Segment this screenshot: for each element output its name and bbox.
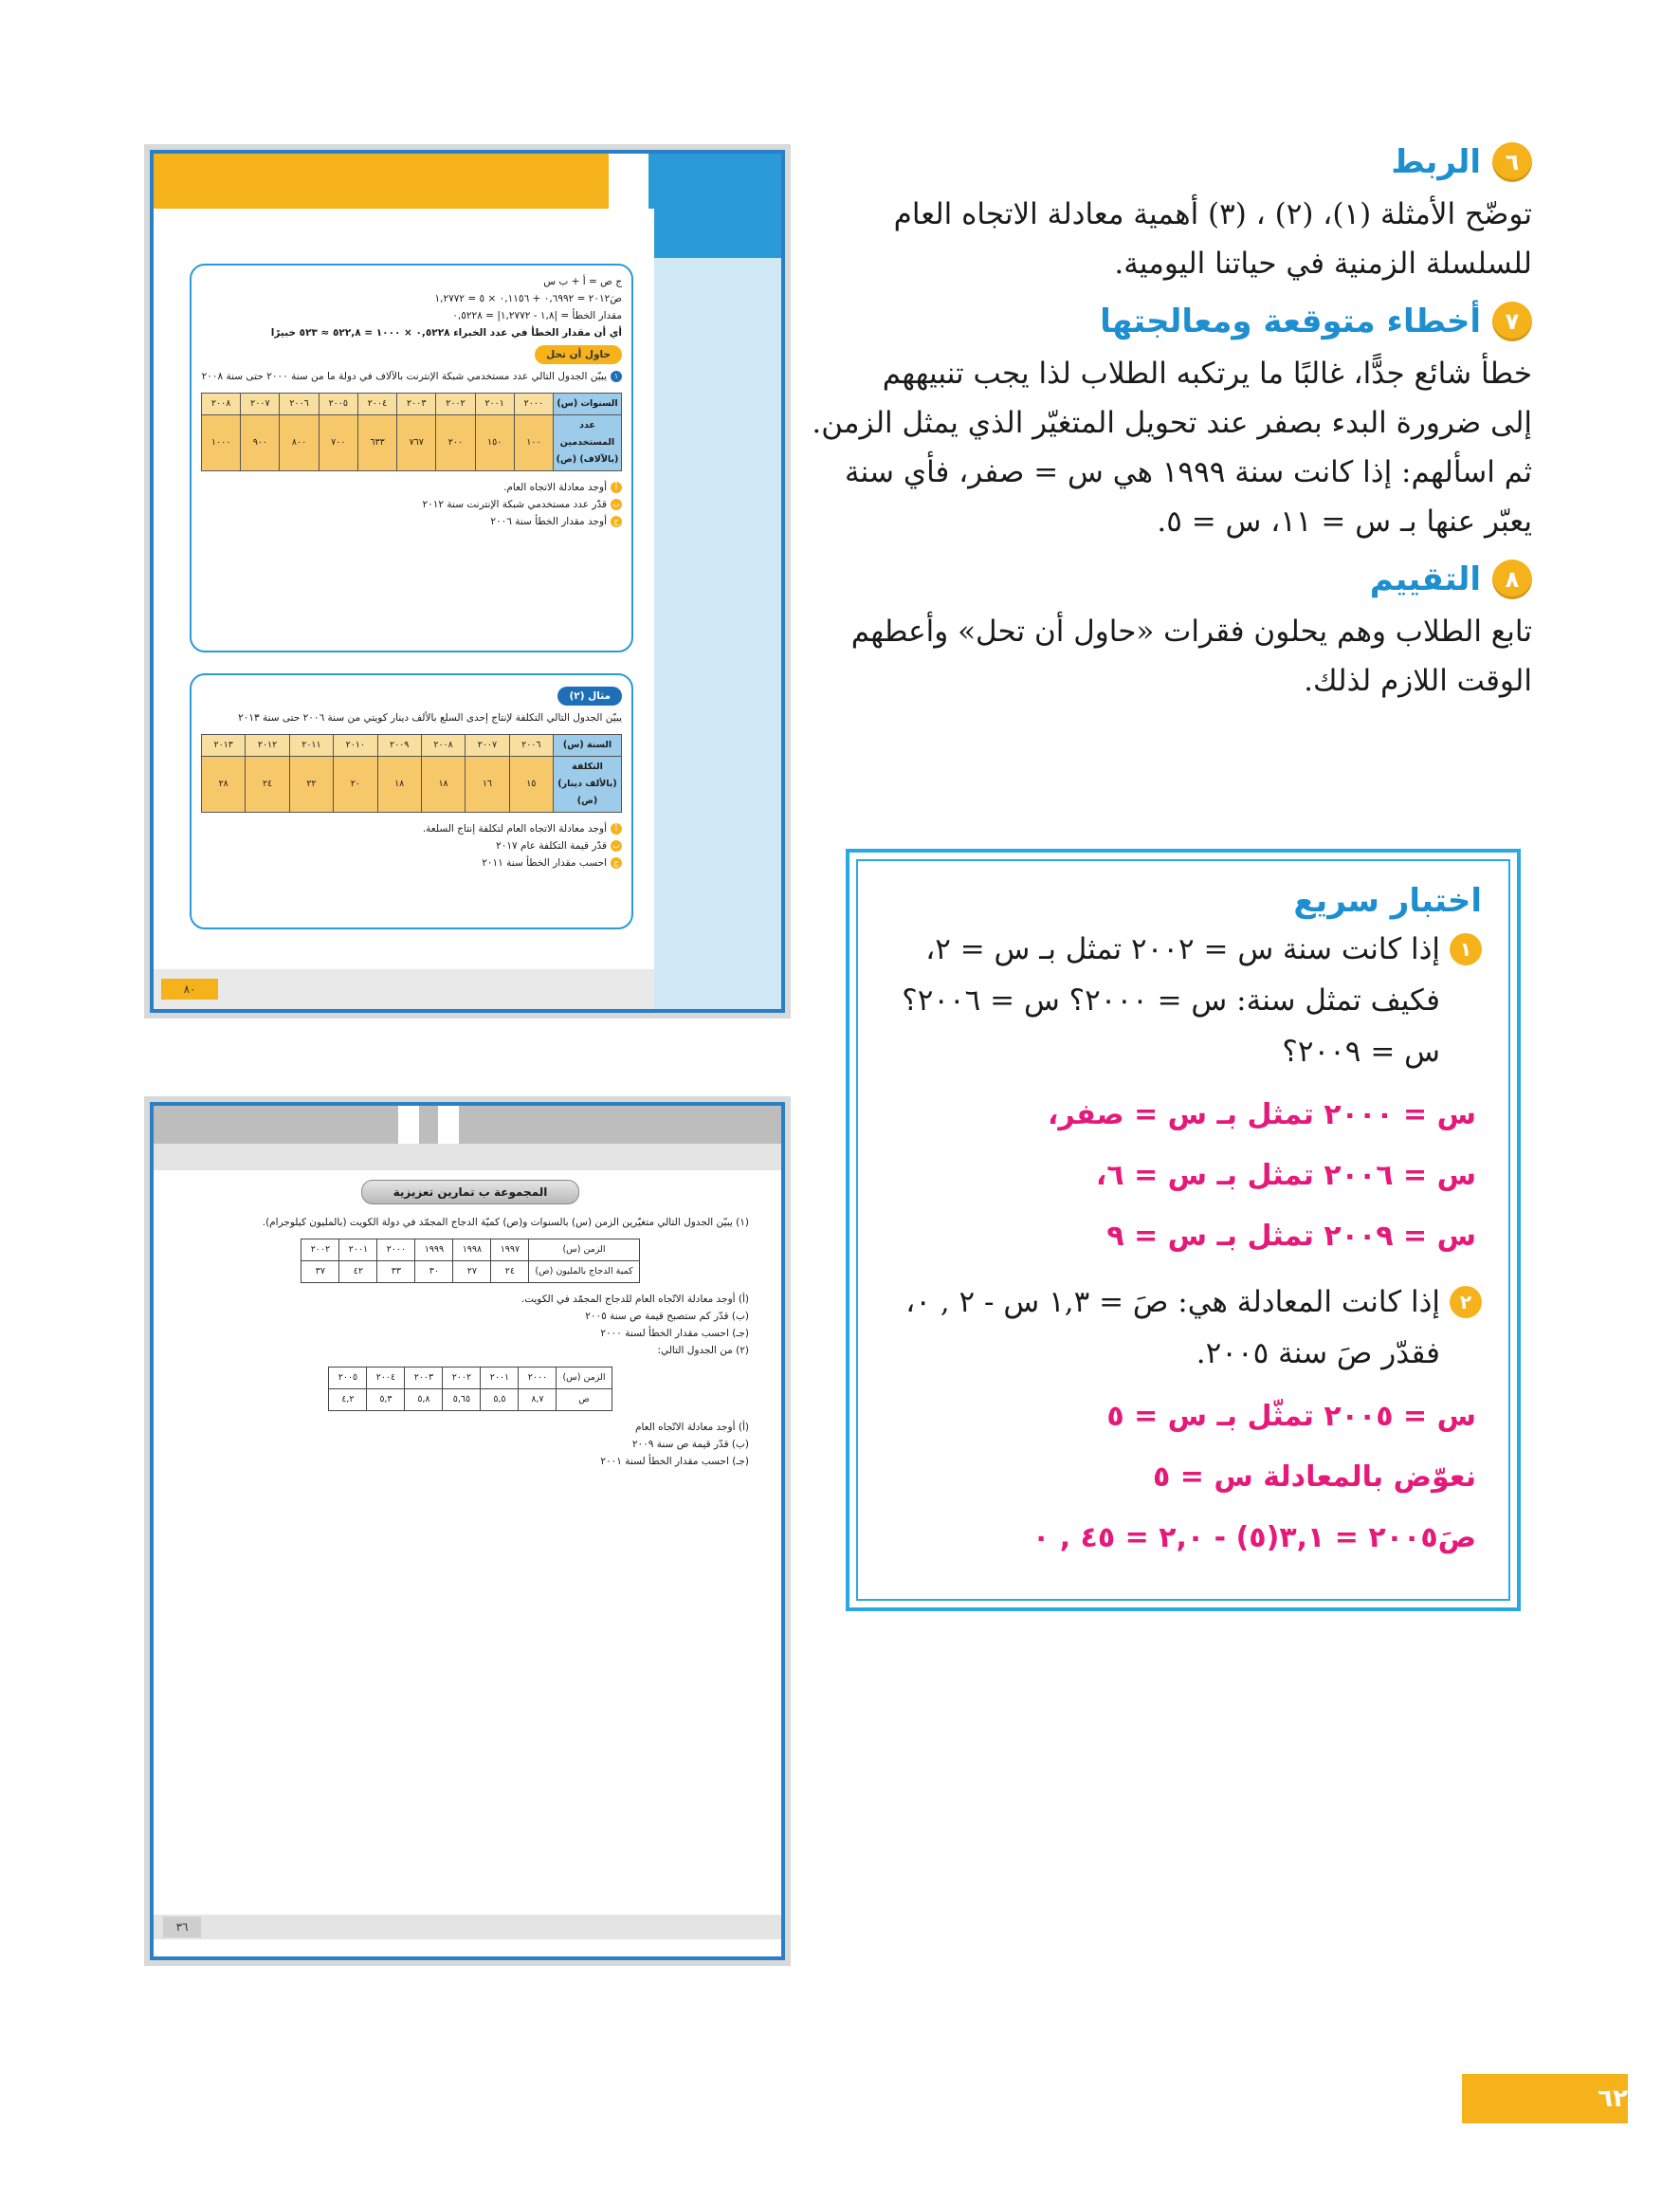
table-cell: ٢٠٠١ (481, 1368, 519, 1389)
table-cell: ٢٠٠٢ (443, 1368, 481, 1389)
table-cell: ٢٠٠٤ (367, 1368, 405, 1389)
thumbnail-page-number: ٣٦ (163, 1917, 201, 1937)
solution-card (190, 264, 633, 652)
question-line: إذا كانت سنة س = ٢٠٠٢ تمثل بـ س = ٢، (925, 932, 1440, 966)
question-text (905, 1276, 1440, 1379)
table-row (329, 1389, 612, 1411)
answer-line: س = ٢٠٠٠ تمثل بـ س = صفر، (1048, 1098, 1476, 1131)
table-cell: ٢٠٠٣ (397, 394, 436, 415)
body-line: إلى ضرورة البدء بصفر عند تحويل المتغيّر الذي يمثل الزمن. (812, 406, 1532, 440)
section-title: الربط (1391, 143, 1481, 181)
y-values-table (328, 1367, 612, 1411)
answer-line: صَ٢٠٠٥ = ٣,١(٥) - ٢,٠ = ٤٥ , ٠ (1032, 1521, 1476, 1554)
table-cell: ٩٠٠ (241, 415, 280, 471)
table-cell: ٢٠٠٦ (509, 735, 553, 757)
table-cell: ٢٠٠ (436, 415, 475, 471)
table-row (202, 394, 622, 415)
table-cell: ٧٠٠ (319, 415, 357, 471)
page-number-tab: ٦٢ (1462, 2074, 1628, 2123)
body-line: الوقت اللازم لذلك. (1304, 664, 1532, 698)
try-question-text: يبيّن الجدول التالي عدد مستخدمي شبكة الإنترنت بالآلاف في دولة ما من سنة ٢٠٠٠ حتى سنة ٢٠٠٨ (201, 371, 607, 382)
quiz-answer-2 (885, 1386, 1482, 1569)
example-sub-b (201, 837, 622, 854)
subquestion-c (201, 513, 622, 530)
exercise-sub: (جـ) احسب مقدار الخطأ لسنة ٢٠٠١ (600, 1456, 749, 1467)
table-header: التكلفة (بالألف دينار) (ص) (554, 757, 622, 813)
page-bottom-bar (154, 969, 654, 1009)
solution-line: مقدار الخطأ = |١,٨ - ١,٢٧٧٢| = ٠,٥٢٢٨ (452, 310, 622, 321)
table-cell: ٢٠ (334, 757, 377, 813)
table-cell: ١٩٩٧ (491, 1239, 529, 1261)
body-line: توضّح الأمثلة (١)، (٢) ، (٣) أهمية معادلة الاتجاه العام (893, 197, 1532, 231)
table-cell: ٢٠٠٢ (436, 394, 475, 415)
question-line: فكيف تمثل سنة: س = ٢٠٠٠؟ س = ٢٠٠٦؟ (902, 983, 1440, 1018)
table-cell: ٢٠٠٤ (357, 394, 396, 415)
table-cell: ٢٧ (453, 1261, 491, 1283)
chicken-table (301, 1239, 639, 1283)
table-header: السنة (س) (554, 735, 622, 757)
table-cell: ١٠٠٠ (202, 415, 241, 471)
table-cell: ٨,٧ (519, 1389, 557, 1411)
table-cell: ٢٤ (491, 1261, 529, 1283)
section-6-body (812, 190, 1532, 288)
band-gap (438, 1106, 459, 1144)
table-cell: ٢٠٠٧ (466, 735, 509, 757)
subquestion-text: قدّر قيمة التكلفة عام ٢٠١٧ (496, 840, 607, 852)
try-label: حاول أن تحل (535, 345, 622, 364)
table-row (202, 415, 622, 471)
table-cell: ٢٠٠٠ (514, 394, 553, 415)
table-cell: ١٨ (377, 757, 421, 813)
thumbnail-page-number: ٨٠ (161, 979, 218, 1000)
table-cell: ١٠٠ (514, 415, 553, 471)
table-cell: ٢٠٠١ (475, 394, 514, 415)
answer-line: س = ٢٠٠٥ تمثّل بـ س = ٥ (1106, 1400, 1476, 1433)
table-cell: ٢٠٠٥ (329, 1368, 367, 1389)
table-cell: ٥,٥ (481, 1389, 519, 1411)
table-cell: ٢٠٠٣ (405, 1368, 443, 1389)
table-header: الزمن (س) (557, 1368, 612, 1389)
table-cell: ١٦ (466, 757, 509, 813)
exercise-sub: (أ) أوجد معادلة الاتّجاه العام (634, 1422, 749, 1433)
subquestion-text: أوجد معادلة الاتجاه العام لتكلفة إنتاج السلعة. (422, 823, 607, 835)
table-cell: ٣٧ (301, 1261, 339, 1283)
table-cell: ٥,٨ (405, 1389, 443, 1411)
exercise-sub: (ب) قدّر قيمة ص سنة ٢٠٠٩ (631, 1439, 749, 1450)
table-cell: ١٩٩٩ (415, 1239, 453, 1261)
solution-line: أي أن مقدار الخطأ في عدد الخبراء ٠,٥٢٢٨ × ١٠٠٠ = ٥٢٢,٨ ≈ ٥٢٣ خبيرًا (270, 327, 622, 339)
table-header: عدد المستخدمين (بالآلاف) (ص) (554, 415, 622, 471)
quiz-answer-1 (885, 1085, 1482, 1267)
letter-dot-icon: ب (611, 499, 622, 510)
cost-table (201, 734, 622, 813)
section-7-body (812, 349, 1532, 546)
section-8-header (812, 560, 1532, 599)
table-cell: ١٩٩٨ (453, 1239, 491, 1261)
quiz-question-2 (885, 1276, 1482, 1379)
example-question: يبيّن الجدول التالي التكلفة لإنتاج إحدى السلع بالألف دينار كويتي من سنة ٢٠٠٦ حتى سنة ٢٠١٣ (238, 712, 622, 724)
table-cell: ٣٠ (415, 1261, 453, 1283)
table-cell: ٥,٣ (367, 1389, 405, 1411)
table-header: كمية الدجاج بالمليون (ص) (529, 1261, 639, 1283)
section-8-body (812, 607, 1532, 706)
subquestion-b (201, 496, 622, 513)
question-line: فقدّر صَ سنة ٢٠٠٥. (1196, 1336, 1440, 1370)
exercise-group-pill: المجموعة ب تمارين تعزيزية (361, 1180, 579, 1204)
table-cell: ٢٠٠٢ (301, 1239, 339, 1261)
table-cell: ٥,٦٥ (443, 1389, 481, 1411)
table-header: ص (557, 1389, 612, 1411)
solution-line: ج ص = أ + ب س (543, 276, 622, 287)
workbook-page-36-thumbnail (150, 1102, 785, 1960)
table-cell: ٨٠٠ (280, 415, 319, 471)
page-top-band (154, 154, 609, 209)
section-7-header (812, 302, 1532, 341)
table-cell: ٢٠٠٦ (280, 394, 319, 415)
subquestion-text: أوجد معادلة الاتجاه العام. (503, 482, 607, 493)
table-header: السنوات (س) (554, 394, 622, 415)
body-line: يعبّر عنها بـ س = ١١، س = ٥. (1157, 505, 1532, 539)
table-cell: ٢٢ (289, 757, 333, 813)
table-cell: ٢٠٠٩ (377, 735, 421, 757)
table-cell: ١٥ (509, 757, 553, 813)
exercise-sub: (أ) أوجد معادلة الاتّجاه العام للدجاج المجمّد في الكويت. (520, 1294, 749, 1305)
table-cell: ٢٤ (246, 757, 289, 813)
try-question (201, 368, 622, 385)
question-number-badge: ٢ (1450, 1286, 1482, 1318)
letter-dot-icon: أ (611, 482, 622, 493)
quiz-title: اختبار سريع (1293, 882, 1482, 920)
table-cell: ٤,٢ (329, 1389, 367, 1411)
exercise-2-text: (٢) من الجدول التالي: (657, 1345, 749, 1356)
example-sub-a (201, 820, 622, 837)
table-cell: ١٥٠ (475, 415, 514, 471)
table-cell: ٧٦٧ (397, 415, 436, 471)
answer-line: نعوّض بالمعادلة س = ٥ (1153, 1460, 1476, 1494)
body-line: تابع الطلاب وهم يحلون فقرات «حاول أن تحل» وأعطهم (850, 615, 1532, 649)
subquestion-text: أوجد مقدار الخطأ سنة ٢٠٠٦ (490, 516, 607, 527)
section-number-badge: ٨ (1492, 560, 1532, 599)
body-line: للسلسلة الزمنية في حياتنا اليومية. (1114, 247, 1532, 281)
table-cell: ٢٠٠١ (339, 1239, 377, 1261)
table-header: الزمن (س) (529, 1239, 639, 1261)
exercise-sub: (ب) قدّر كم ستصبح قيمة ص سنة ٢٠٠٥ (585, 1311, 749, 1322)
page-top-band (154, 1106, 781, 1144)
solution-line: صَ٢٠١٢ = ٠,٦٩٩٢ + ٠,١١٥٦ × ٥ = ١,٢٧٧٢ (434, 293, 622, 304)
page-side-light-band (648, 258, 781, 1013)
table-cell: ٢٨ (202, 757, 246, 813)
exercise-sub: (جـ) احسب مقدار الخطأ لسنة ٢٠٠٠ (600, 1328, 749, 1339)
table-cell: ٢٠٠٨ (421, 735, 465, 757)
table-cell: ٤٢ (339, 1261, 377, 1283)
quick-quiz-box (846, 849, 1521, 1611)
table-cell: ٢٠٠٨ (202, 394, 241, 415)
table-row (301, 1239, 639, 1261)
body-line: ثم اسألهم: إذا كانت سنة ١٩٩٩ هي س = صفر، فأي سنة (845, 455, 1532, 489)
exercises-body (192, 1180, 749, 1470)
question-text (902, 924, 1440, 1077)
example-card (190, 673, 633, 929)
letter-dot-icon: ج (611, 516, 622, 527)
section-title: التقييم (1369, 560, 1481, 598)
subquestion-text: احسب مقدار الخطأ سنة ٢٠١١ (482, 857, 607, 869)
letter-dot-icon: ب (611, 840, 622, 852)
body-line: خطأ شائع جدًّا، غالبًا ما يرتكبه الطلاب لذا يجب تنبيههم (882, 357, 1532, 391)
table-row (202, 757, 622, 813)
section-number-badge: ٦ (1492, 142, 1532, 182)
table-cell: ٢٠١٠ (334, 735, 377, 757)
table-row (329, 1368, 612, 1389)
example-sub-c (201, 854, 622, 872)
section-number-badge: ٧ (1492, 302, 1532, 341)
quiz-question-1 (885, 924, 1482, 1077)
page-subheader-band (154, 1144, 781, 1170)
subquestion-text: قدّر عدد مستخدمي شبكة الإنترنت سنة ٢٠١٢ (422, 499, 607, 510)
example-label: مثال (٢) (557, 687, 622, 706)
internet-users-table (201, 393, 622, 471)
table-cell: ٦٣٣ (357, 415, 396, 471)
table-cell: ٢٠٠٧ (241, 394, 280, 415)
table-cell: ٢٠١١ (289, 735, 333, 757)
exercise-1-text: (١) يبيّن الجدول التالي متغيّرين الزمن (س) بالسنوات و(ص) كميّة الدجاج المجمّد في دولة الكويت (بالمليون كيلوجرام). (262, 1217, 749, 1228)
table-cell: ٢٠١٣ (202, 735, 246, 757)
table-cell: ٢٠٠٠ (519, 1368, 557, 1389)
table-cell: ١٨ (421, 757, 465, 813)
section-title: أخطاء متوقعة ومعالجتها (1100, 303, 1481, 340)
letter-dot-icon: أ (611, 823, 622, 835)
student-book-page-80-thumbnail (150, 150, 785, 1013)
quick-quiz-inner (856, 859, 1510, 1601)
teacher-notes (812, 142, 1532, 719)
table-cell: ٢٠١٢ (246, 735, 289, 757)
answer-line: س = ٢٠٠٩ تمثل بـ س = ٩ (1106, 1220, 1476, 1253)
question-number-badge: ١ (1450, 933, 1482, 965)
table-row (301, 1261, 639, 1283)
table-cell: ٣٣ (377, 1261, 415, 1283)
letter-dot-icon: ج (611, 857, 622, 869)
question-line: س = ٢٠٠٩؟ (1282, 1035, 1440, 1069)
table-row (202, 735, 622, 757)
answer-line: س = ٢٠٠٦ تمثل بـ س = ٦، (1095, 1159, 1476, 1192)
subquestion-a (201, 479, 622, 496)
number-dot-icon: ١ (611, 371, 622, 382)
page-bottom-bar (154, 1915, 781, 1939)
table-cell: ٢٠٠٥ (319, 394, 357, 415)
question-line: إذا كانت المعادلة هي: صَ = ١,٣ س - ٢ , ٠، (905, 1285, 1440, 1319)
band-gap (398, 1106, 419, 1144)
table-cell: ٢٠٠٠ (377, 1239, 415, 1261)
section-6-header (812, 142, 1532, 182)
